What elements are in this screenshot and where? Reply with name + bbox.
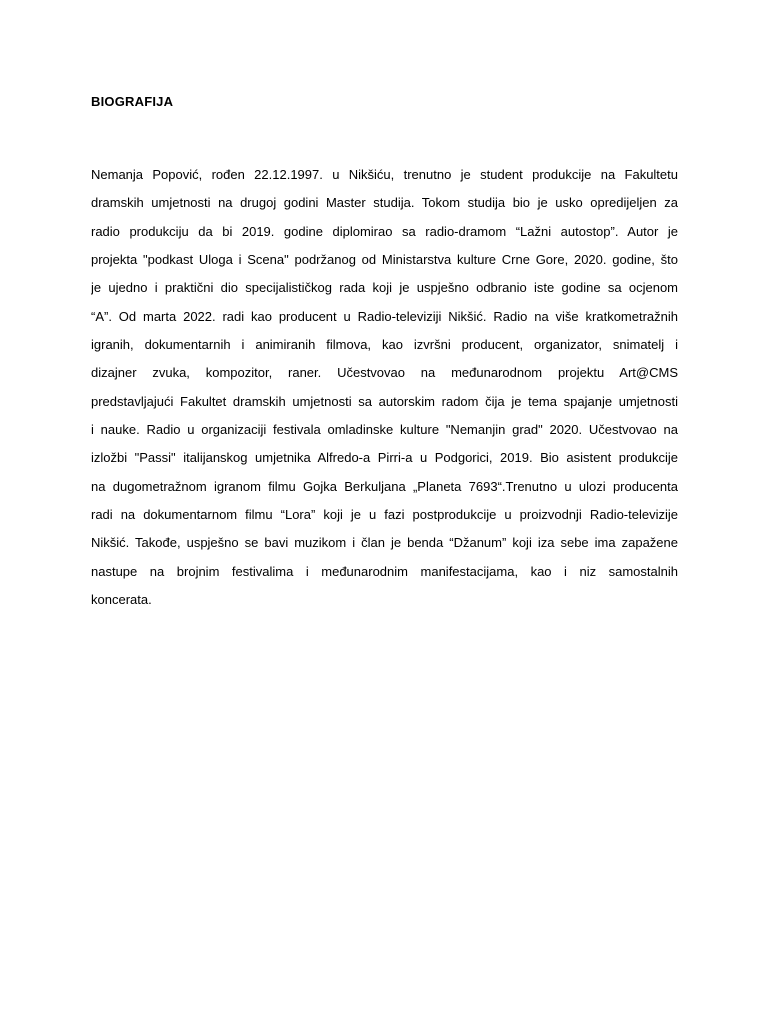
paragraph-line: Nikšić. Takođe, uspješno se bavi muzikom i član je benda “Džanum” koji iza sebe ima zapažene: [91, 535, 678, 551]
paragraph-line: i nauke. Radio u organizaciji festivala omladinske kulture "Nemanjin grad" 2020. Učestvovao na: [91, 422, 678, 438]
paragraph-line: nastupe na brojnim festivalima i međunarodnim manifestacijama, kao i niz samostalnih: [91, 563, 678, 579]
document-title: BIOGRAFIJA: [91, 94, 174, 109]
paragraph-line: koncerata.: [91, 592, 152, 608]
paragraph-line: izložbi "Passi" italijanskog umjetnika Alfredo-a Pirri-a u Podgorici, 2019. Bio asistent produkcije: [91, 450, 678, 466]
paragraph-line: igranih, dokumentarnih i animiranih filmova, kao izvršni producent, organizator, snimatelj i: [91, 337, 678, 353]
paragraph-line: na dugometražnom igranom filmu Gojka Berkuljana „Planeta 7693“.Trenutno u ulozi producenta: [91, 478, 678, 494]
paragraph-line: radi na dokumentarnom filmu “Lora” koji je u fazi postprodukcije u proizvodnji Radio-televizije: [91, 507, 678, 523]
biography-paragraph: [91, 161, 678, 615]
paragraph-line: dramskih umjetnosti na drugoj godini Master studija. Tokom studija bio je usko opredijeljen za: [91, 195, 678, 211]
paragraph-line: predstavljajući Fakultet dramskih umjetnosti sa autorskim radom čija je tema spajanje umjetnosti: [91, 393, 678, 409]
paragraph-line: projekta "podkast Uloga i Scena" podržanog od Ministarstva kulture Crne Gore, 2020. godine, što: [91, 252, 678, 268]
paragraph-line: “A”. Od marta 2022. radi kao producent u Radio-televiziji Nikšić. Radio na više kratkometražnih: [91, 308, 678, 324]
paragraph-line: dizajner zvuka, kompozitor, raner. Učestvovao na međunarodnom projektu Art@CMS: [91, 365, 678, 381]
paragraph-line: je ujedno i praktični dio specijalističkog rada koji je uspješno odbranio iste godine sa ocjenom: [91, 280, 678, 296]
paragraph-line: Nemanja Popović, rođen 22.12.1997. u Nikšiću, trenutno je student produkcije na Fakultetu: [91, 167, 678, 182]
paragraph-line: radio produkciju da bi 2019. godine diplomirao sa radio-dramom “Lažni autostop”. Autor je: [91, 223, 678, 239]
